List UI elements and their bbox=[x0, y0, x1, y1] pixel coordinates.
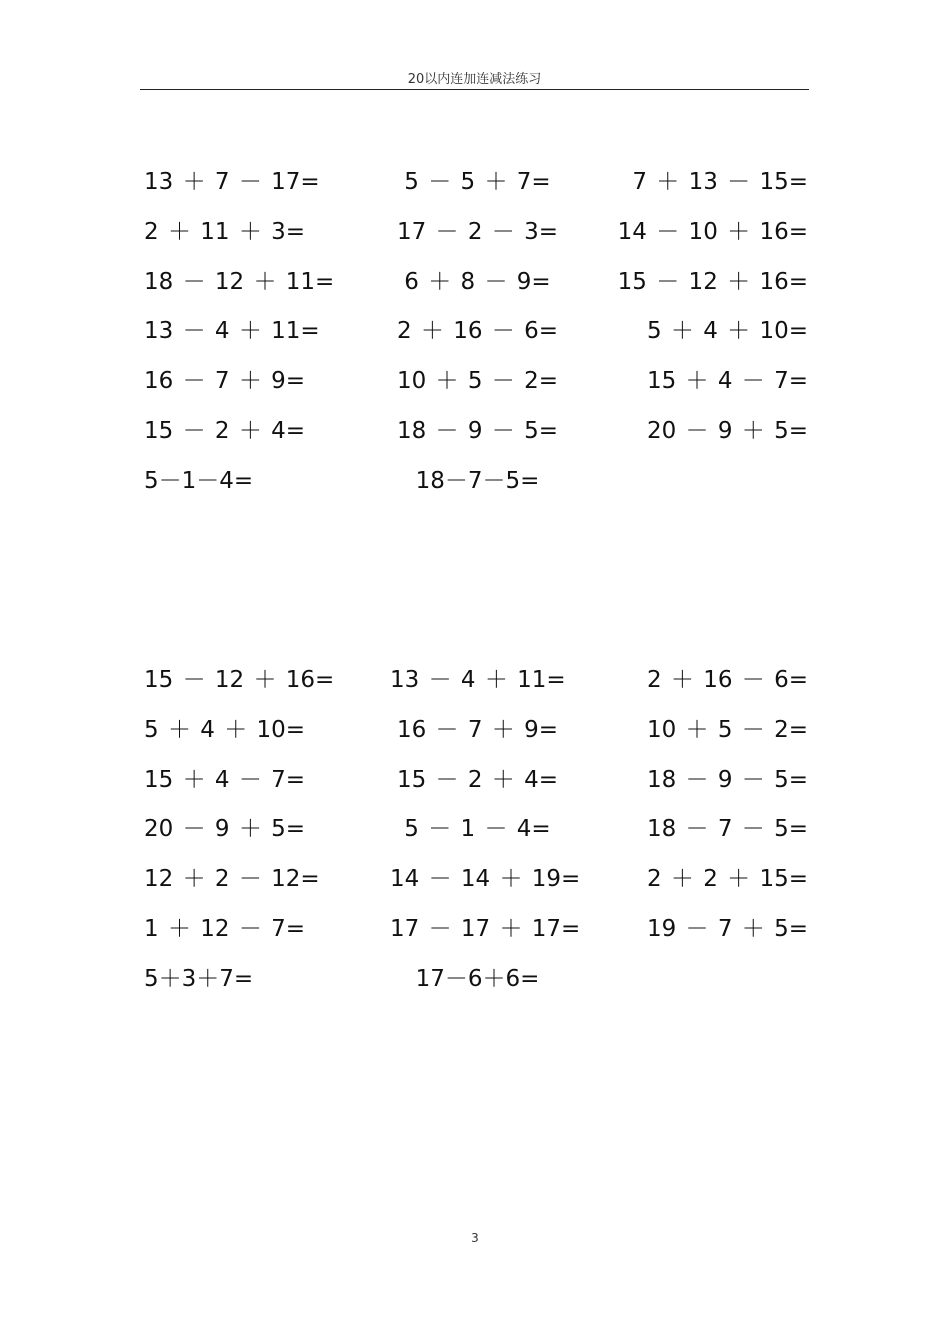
math-problem: 13 － 4 ＋ 11= bbox=[390, 667, 566, 693]
math-problem: 13 － 4 ＋ 11= bbox=[144, 318, 320, 345]
exercise-row bbox=[140, 216, 810, 266]
exercise-row bbox=[140, 266, 810, 316]
math-problem: 7 ＋ 13 － 15= bbox=[632, 169, 808, 195]
math-problem: 2 ＋ 16 － 6= bbox=[646, 667, 808, 693]
math-problem: 12 ＋ 2 － 12= bbox=[144, 866, 320, 893]
math-problem: 18 － 12 ＋ 11= bbox=[144, 268, 335, 295]
math-problem: 18 － 9 － 5= bbox=[396, 417, 559, 444]
math-problem: 5＋3＋7= bbox=[144, 965, 254, 992]
math-problem: 2 ＋ 16 － 6= bbox=[396, 318, 559, 345]
math-problem: 10 ＋ 5 － 2= bbox=[646, 716, 808, 743]
exercise-row bbox=[140, 963, 810, 1013]
math-problem: 15 － 2 ＋ 4= bbox=[396, 766, 559, 793]
math-problem: 2 ＋ 2 ＋ 15= bbox=[646, 866, 808, 893]
math-problem: 20 － 9 ＋ 5= bbox=[646, 417, 808, 444]
exercise-row bbox=[140, 415, 810, 465]
math-problem: 1 ＋ 12 － 7= bbox=[144, 915, 306, 942]
math-problem: 2 ＋ 11 ＋ 3= bbox=[144, 218, 306, 245]
math-problem: 18 － 7 － 5= bbox=[646, 816, 808, 843]
page-number: 3 bbox=[471, 1231, 479, 1245]
math-problem: 17 － 17 ＋ 17= bbox=[390, 915, 581, 942]
exercise-block-1 bbox=[140, 166, 810, 515]
math-problem: 14 － 10 ＋ 16= bbox=[617, 218, 808, 245]
math-problem: 18 － 9 － 5= bbox=[646, 766, 808, 793]
exercise-row bbox=[140, 315, 810, 365]
header-rule bbox=[140, 89, 809, 90]
math-problem: 6 ＋ 8 － 9= bbox=[404, 268, 551, 295]
math-problem: 13 ＋ 7 － 17= bbox=[144, 169, 320, 195]
math-problem: 20 － 9 ＋ 5= bbox=[144, 816, 306, 843]
exercise-row bbox=[140, 365, 810, 415]
exercise-row bbox=[140, 863, 810, 913]
math-problem: 10 ＋ 5 － 2= bbox=[396, 368, 559, 395]
math-problem: 5 ＋ 4 ＋ 10= bbox=[144, 716, 306, 743]
exercise-row bbox=[140, 764, 810, 814]
math-problem: 15 － 2 ＋ 4= bbox=[144, 417, 306, 444]
math-problem: 5 ＋ 4 ＋ 10= bbox=[646, 318, 808, 345]
math-problem: 17 － 2 － 3= bbox=[396, 218, 559, 245]
math-problem: 15 － 12 ＋ 16= bbox=[144, 667, 335, 693]
math-problem: 5 － 1 － 4= bbox=[404, 816, 551, 843]
exercise-row bbox=[140, 664, 810, 714]
math-problem: 14 － 14 ＋ 19= bbox=[390, 866, 581, 893]
math-problem: 18－7－5= bbox=[415, 467, 540, 494]
math-problem: 16 － 7 ＋ 9= bbox=[396, 716, 559, 743]
exercise-row bbox=[140, 465, 810, 515]
exercise-block-2 bbox=[140, 664, 810, 1013]
header-title: 20以内连加连减法练习 bbox=[407, 72, 542, 87]
exercise-row bbox=[140, 813, 810, 863]
math-problem: 17－6＋6= bbox=[415, 965, 540, 992]
exercise-row bbox=[140, 166, 810, 216]
math-problem: 16 － 7 ＋ 9= bbox=[144, 368, 306, 395]
exercise-row bbox=[140, 913, 810, 963]
math-problem: 5－1－4= bbox=[144, 467, 254, 494]
math-problem: 15 ＋ 4 － 7= bbox=[646, 368, 808, 395]
math-problem: 5 － 5 ＋ 7= bbox=[404, 169, 551, 195]
math-problem: 19 － 7 ＋ 5= bbox=[646, 915, 808, 942]
math-problem: 15 － 12 ＋ 16= bbox=[617, 268, 808, 295]
math-problem: 15 ＋ 4 － 7= bbox=[144, 766, 306, 793]
exercise-row bbox=[140, 714, 810, 764]
